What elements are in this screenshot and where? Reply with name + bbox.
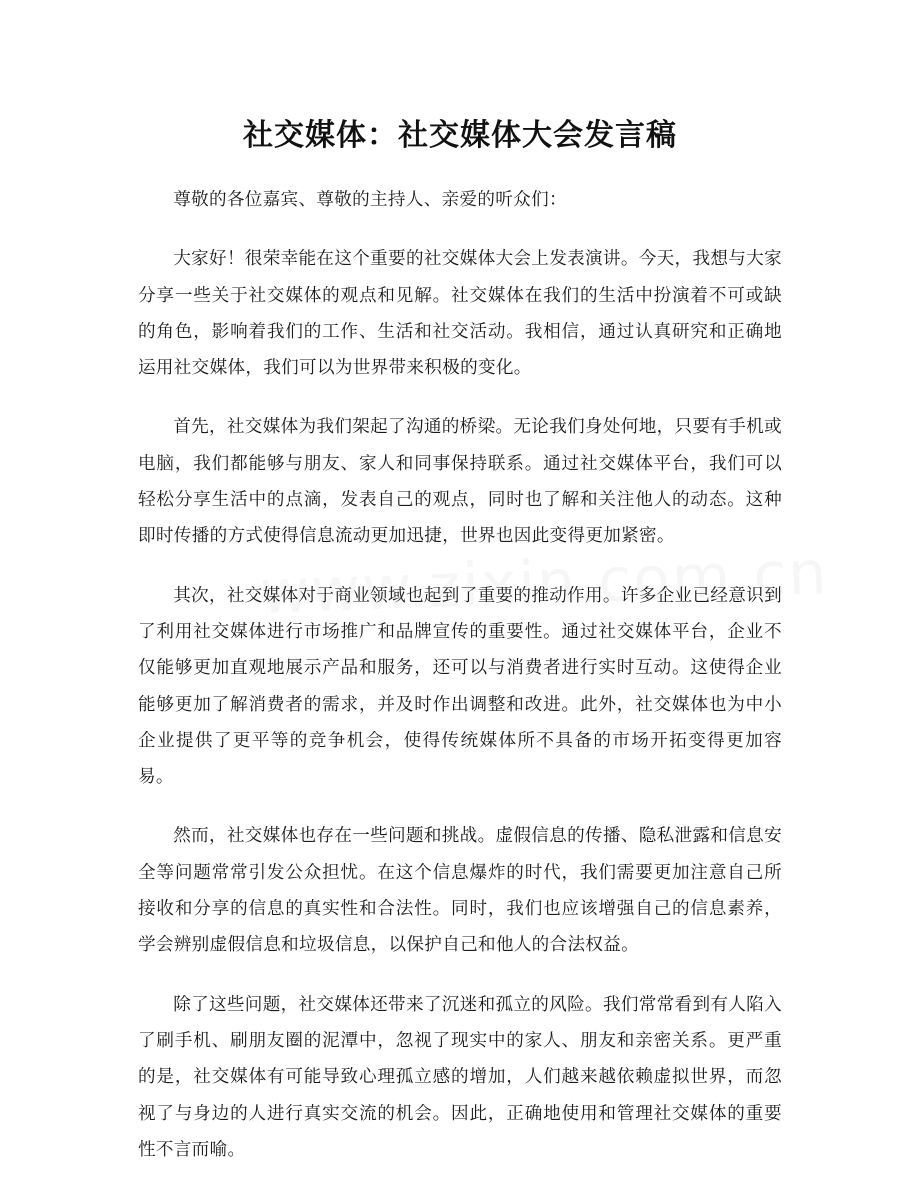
first-point-paragraph: 首先，社交媒体为我们架起了沟通的桥梁。无论我们身处何地，只要有手机或电脑，我们都能够与朋友、家人和同事保持联系。通过社交媒体平台，我们可以轻松分享生活中的点滴，发表自己的观点，同时也了解和关注他人的动态。这种即时传播的方式使得信息流动更加迅捷，世界也因此变得更加紧密。 <box>138 417 782 547</box>
challenges-paragraph: 然而，社交媒体也存在一些问题和挑战。虚假信息的传播、隐私泄露和信息安全等问题常常引发公众担忧。在这个信息爆炸的时代，我们需要更加注意自己所接收和分享的信息的真实性和合法性。同时，我们也应该增强自己的信息素养，学会辨别虚假信息和垃圾信息，以保护自己和他人的合法权益。 <box>138 826 782 956</box>
salutation-paragraph: 尊敬的各位嘉宾、尊敬的主持人、亲爱的听众们： <box>173 190 567 210</box>
intro-paragraph: 大家好！很荣幸能在这个重要的社交媒体大会上发表演讲。今天，我想与大家分享一些关于社交媒体的观点和见解。社交媒体在我们的生活中扮演着不可或缺的角色，影响着我们的工作、生活和社交活动。我相信，通过认真研究和正确地运用社交媒体，我们可以为世界带来积极的变化。 <box>138 249 782 379</box>
risks-paragraph: 除了这些问题，社交媒体还带来了沉迷和孤立的风险。我们常常看到有人陷入了刷手机、刷朋友圈的泥潭中，忽视了现实中的家人、朋友和亲密关系。更严重的是，社交媒体有可能导致心理孤立感的增加，人们越来越依赖虚拟世界，而忽视了与身边的人进行真实交流的机会。因此，正确地使用和管理社交媒体的重要性不言而喻。 <box>138 994 782 1160</box>
second-point-paragraph: 其次，社交媒体对于商业领域也起到了重要的推动作用。许多企业已经意识到了利用社交媒体进行市场推广和品牌宣传的重要性。通过社交媒体平台，企业不仅能够更加直观地展示产品和服务，还可以与消费者进行实时互动。这使得企业能够更加了解消费者的需求，并及时作出调整和改进。此外，社交媒体也为中小企业提供了更平等的竞争机会，使得传统媒体所不具备的市场开拓变得更加容易。 <box>138 585 782 788</box>
page-title: 社交媒体：社交媒体大会发言稿 <box>243 118 677 153</box>
document-body <box>138 182 782 1191</box>
